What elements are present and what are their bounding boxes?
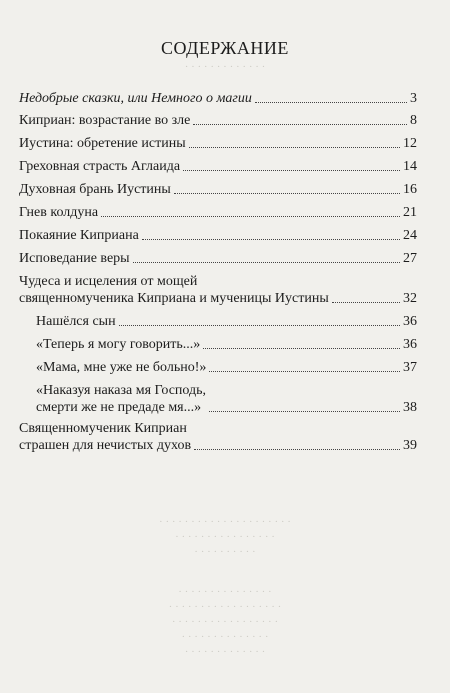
toc-entry-title: Чудеса и исцеления от мощей священномученика Киприана и мученицы Иустины [19,274,329,306]
dot-leader [193,124,407,125]
toc-entry [19,181,417,198]
toc-entry-page-number: 27 [403,251,417,266]
contents-heading: СОДЕРЖАНИЕ [161,38,289,58]
toc-entry-title: Священномученик Киприан страшен для нечистых духов [19,421,192,453]
dot-leader [101,216,400,217]
toc-entry-title: Нашёлся сын [36,314,116,329]
dot-leader [133,262,400,263]
toc-entry [36,382,417,416]
toc-entry-page-number: 39 [403,438,417,453]
dot-leader [209,371,400,372]
toc-entry-title: Духовная брань Иустины [19,182,171,197]
toc-entry-page-number: 12 [403,136,417,151]
toc-entry-title: Иустина: обретение истины [19,136,186,151]
toc-entry [36,359,417,376]
toc-entry-page-number: 36 [403,314,417,329]
toc-entry-title: «Мама, мне уже не больно!» [36,360,207,375]
toc-entry-page-number: 3 [410,91,417,106]
toc-entry [36,336,417,353]
toc-entry [19,135,417,152]
bleed-through-text: · · · · · · · · · · · · · · · · · · · · · · · · · · · · · · · · · · · · · · · · · · · · · · · [159,516,291,558]
toc-entry-page-number: 24 [403,228,417,243]
toc-entry [19,204,417,221]
dot-leader [183,170,400,171]
toc-entry-title: «Наказуя наказа мя Господь, смерти же не предаде мя...» [36,383,207,415]
dot-leader [203,348,400,349]
toc-entry-page-number: 21 [403,205,417,220]
toc-entry [19,90,417,107]
toc-entry-page-number: 8 [410,113,417,128]
toc-entry-page-number: 36 [403,337,417,352]
bleed-through-text: · · · · · · · · · · · · · · · · · · · · · · · · · · · · · · · · · · · · · · · · · · · · · · · · · · · · · · · · · · · · · · · · · · · · · · · · · · · · · [168,586,282,658]
dot-leader [189,147,400,148]
toc-entry [19,273,417,307]
toc-entry-title: Недобрые сказки, или Немного о магии [19,91,252,106]
dot-leader [332,302,400,303]
toc-entry [19,112,417,129]
toc-entry-title: Исповедание веры [19,251,130,266]
toc-entry-title: Киприан: возрастание во зле [19,113,191,128]
toc-entry-title: Гнев колдуна [19,205,99,220]
bleed-through-text: · · · · · · · · · · · · · [184,61,266,73]
toc-entry-page-number: 37 [403,360,417,375]
dot-leader [119,325,400,326]
dot-leader [209,411,400,412]
toc-entry-page-number: 16 [403,182,417,197]
toc-entry-page-number: 32 [403,291,417,306]
toc-entry-title: Греховная страсть Аглаида [19,159,181,174]
dot-leader [174,193,400,194]
dot-leader [194,449,400,450]
toc-entry [19,158,417,175]
toc-entry-title: Покаяние Киприана [19,228,139,243]
toc-entry-page-number: 38 [403,400,417,415]
toc-entry-title: «Теперь я могу говорить...» [36,337,201,352]
toc-entry [19,420,417,454]
toc-entry [19,250,417,267]
toc-entry [36,313,417,330]
toc-entry [19,227,417,244]
dot-leader [255,102,407,103]
toc-entry-page-number: 14 [403,159,417,174]
dot-leader [142,239,400,240]
